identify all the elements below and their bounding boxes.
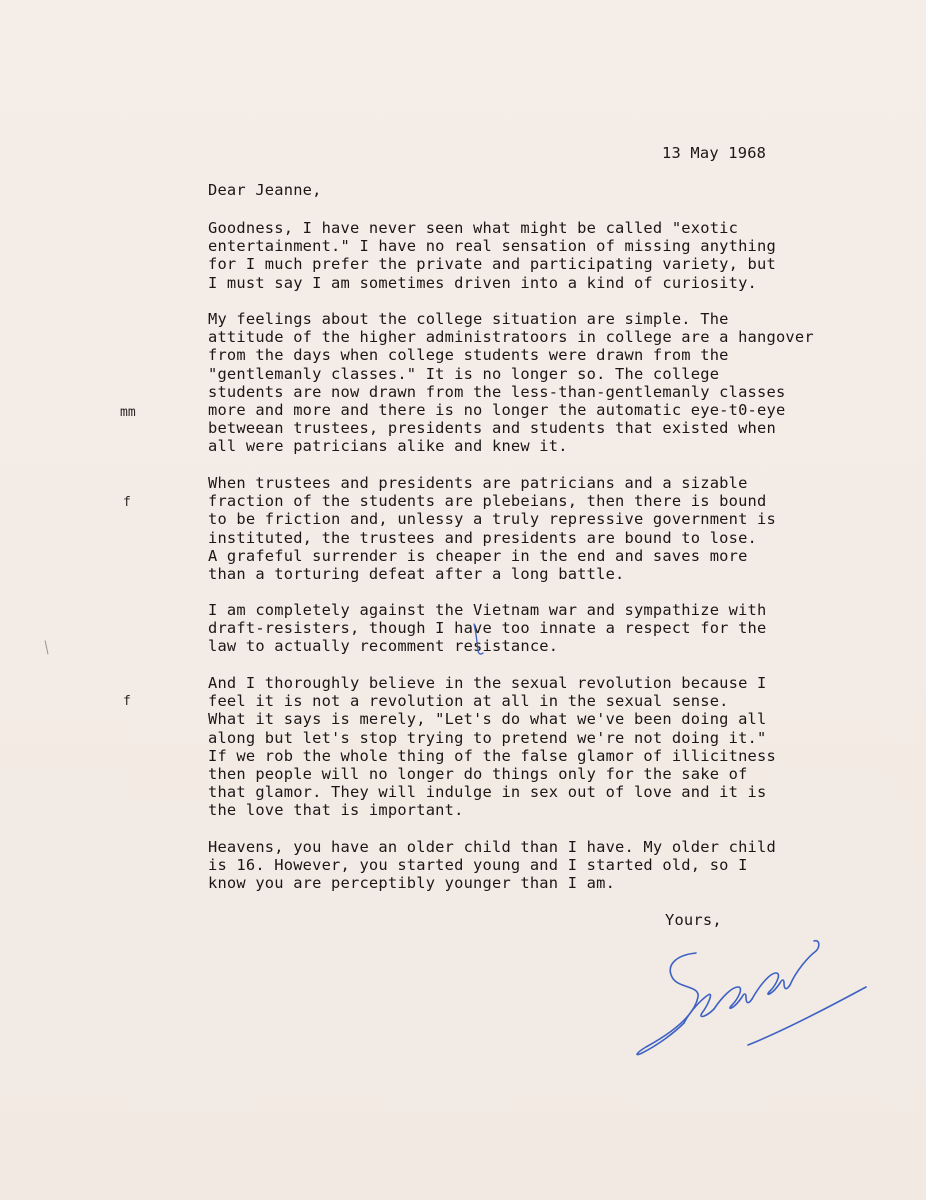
letter-closing: Yours, — [665, 911, 722, 929]
paragraph-line: know you are perceptibly younger than I am. — [208, 874, 616, 893]
paragraph-line: What it says is merely, "Let's do what we've been doing all — [208, 710, 767, 729]
paper-speck — [45, 640, 53, 655]
ink-correction-mark — [468, 620, 488, 660]
handwritten-signature — [628, 925, 878, 1065]
paragraph-line: all were patricians alike and knew it. — [208, 437, 568, 456]
paragraph-line: fraction of the students are plebeians, then there is bound — [208, 492, 767, 511]
paragraph-line: from the days when college students were drawn from the — [208, 346, 729, 365]
margin-mark: f — [123, 495, 131, 510]
letter-date: 13 May 1968 — [662, 144, 767, 162]
paragraph-line: the love that is important. — [208, 801, 464, 820]
paragraph-line: A grafeful surrender is cheaper in the end and saves more — [208, 546, 748, 565]
paragraph-line: for I much prefer the private and participating variety, but — [208, 255, 776, 274]
paragraph-line: along but let's stop trying to pretend we're not doing it." — [208, 728, 767, 747]
paragraph-line: I must say I am sometimes driven into a kind of curiosity. — [208, 273, 758, 292]
paragraph-line: instituted, the trustees and presidents are bound to lose. — [208, 528, 758, 547]
paragraph-line: more and more and there is no longer the automatic eye-t0-eye — [208, 400, 786, 419]
paragraph-line: is 16. However, you started young and I started old, so I — [208, 856, 748, 875]
paragraph-line: then people will no longer do things only for the sake of — [208, 764, 748, 783]
paragraph-line: draft-resisters, though I have too innate a respect for the — [208, 619, 767, 638]
paragraph-line: feel it is not a revolution at all in the sexual sense. — [208, 692, 729, 711]
paragraph-line: students are now drawn from the less-than-gentlemanly classes — [208, 382, 786, 401]
salutation: Dear Jeanne, — [208, 181, 322, 199]
paragraph-line: "gentlemanly classes." It is no longer so. The college — [208, 364, 720, 383]
margin-mark: f — [123, 694, 131, 709]
margin-mark: mm — [120, 405, 136, 420]
paragraph-line: betweean trustees, presidents and students that existed when — [208, 419, 776, 438]
paragraph-2 — [208, 310, 814, 456]
paragraph-line: My feelings about the college situation are simple. The — [208, 310, 729, 328]
paragraph-5 — [208, 674, 776, 820]
paragraph-line: I am completely against the Vietnam war and sympathize with — [208, 601, 767, 619]
paragraph-6 — [208, 838, 776, 893]
paragraph-line: If we rob the whole thing of the false glamor of illicitness — [208, 746, 776, 765]
paragraph-line: When trustees and presidents are patricians and a sizable — [208, 474, 748, 492]
paragraph-line: that glamor. They will indulge in sex out of love and it is — [208, 783, 767, 802]
paragraph-line: to be friction and, unlessy a truly repressive government is — [208, 510, 776, 529]
paragraph-3 — [208, 474, 776, 583]
paragraph-line: than a torturing defeat after a long battle. — [208, 564, 625, 583]
paragraph-line: Goodness, I have never seen what might be called "exotic — [208, 219, 739, 237]
paragraph-line: Heavens, you have an older child than I have. My older child — [208, 838, 776, 856]
paragraph-1 — [208, 219, 776, 292]
paragraph-line: law to actually recomment resistance. — [208, 637, 559, 656]
paragraph-line: entertainment." I have no real sensation of missing anything — [208, 237, 776, 256]
paragraph-line: attitude of the higher administratoors in college are a hangover — [208, 328, 814, 347]
paragraph-line: And I thoroughly believe in the sexual revolution because I — [208, 674, 767, 692]
